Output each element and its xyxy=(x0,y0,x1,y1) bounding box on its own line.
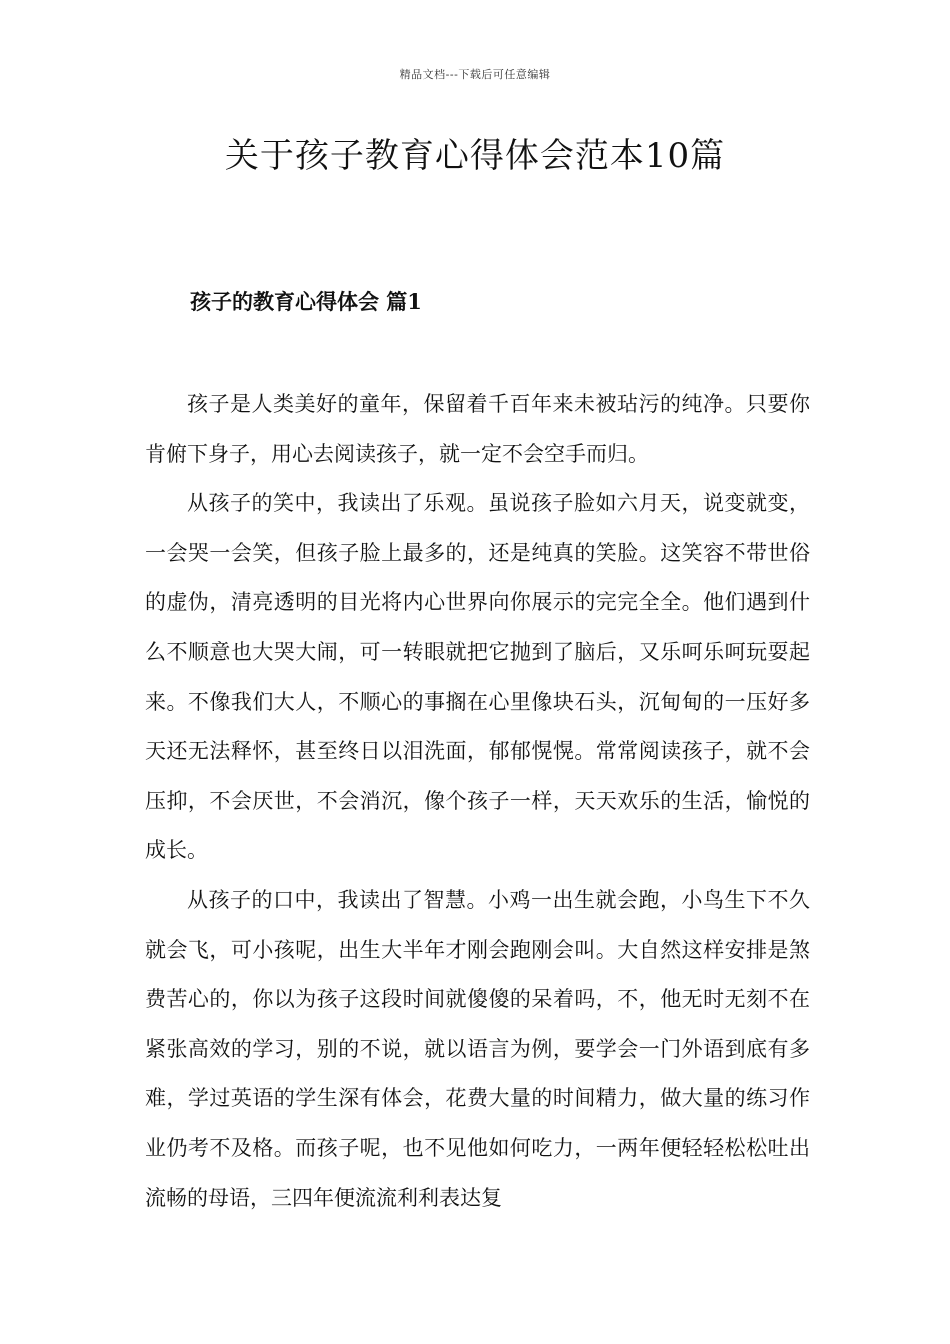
paragraph-2: 从孩子的笑中，我读出了乐观。虽说孩子脸如六月天，说变就变，一会哭一会笑，但孩子脸上最多的，还是纯真的笑脸。这笑容不带世俗的虚伪，清亮透明的目光将内心世界向你展示的完完全全。他们遇到什么不顺意也大哭大闹，可一转眼就把它抛到了脑后，又乐呵乐呵玩耍起来。不像我们大人，不顺心的事搁在心里像块石头，沉甸甸的一压好多天还无法释怀，甚至终日以泪洗面，郁郁愰愰。常常阅读孩子，就不会压抑，不会厌世，不会消沉，像个孩子一样，天天欢乐的生活，愉悦的成长。 xyxy=(145,491,810,863)
body-text xyxy=(145,380,810,1223)
header-note: 精品文档---下载后可任意编辑 xyxy=(399,68,551,81)
paragraph-3: 从孩子的口中，我读出了智慧。小鸡一出生就会跑，小鸟生下不久就会飞，可小孩呢，出生大半年才刚会跑刚会叫。大自然这样安排是煞费苦心的，你以为孩子这段时间就傻傻的呆着吗，不，他无时无刻不在紧张高效的学习，别的不说，就以语言为例，要学会一门外语到底有多难，学过英语的学生深有体会，花费大量的时间精力，做大量的练习作业仍考不及格。而孩子呢，也不见他如何吃力，一两年便轻轻松松吐出流畅的母语，三四年便流流利利表达复 xyxy=(145,887,810,1210)
paragraph-1: 孩子是人类美好的童年，保留着千百年来未被玷污的纯净。只要你肯俯下身子，用心去阅读孩子，就一定不会空手而归。 xyxy=(145,392,810,466)
document-title: 关于孩子教育心得体会范本10篇 xyxy=(224,136,726,176)
section-heading: 孩子的教育心得体会 篇1 xyxy=(190,289,422,314)
